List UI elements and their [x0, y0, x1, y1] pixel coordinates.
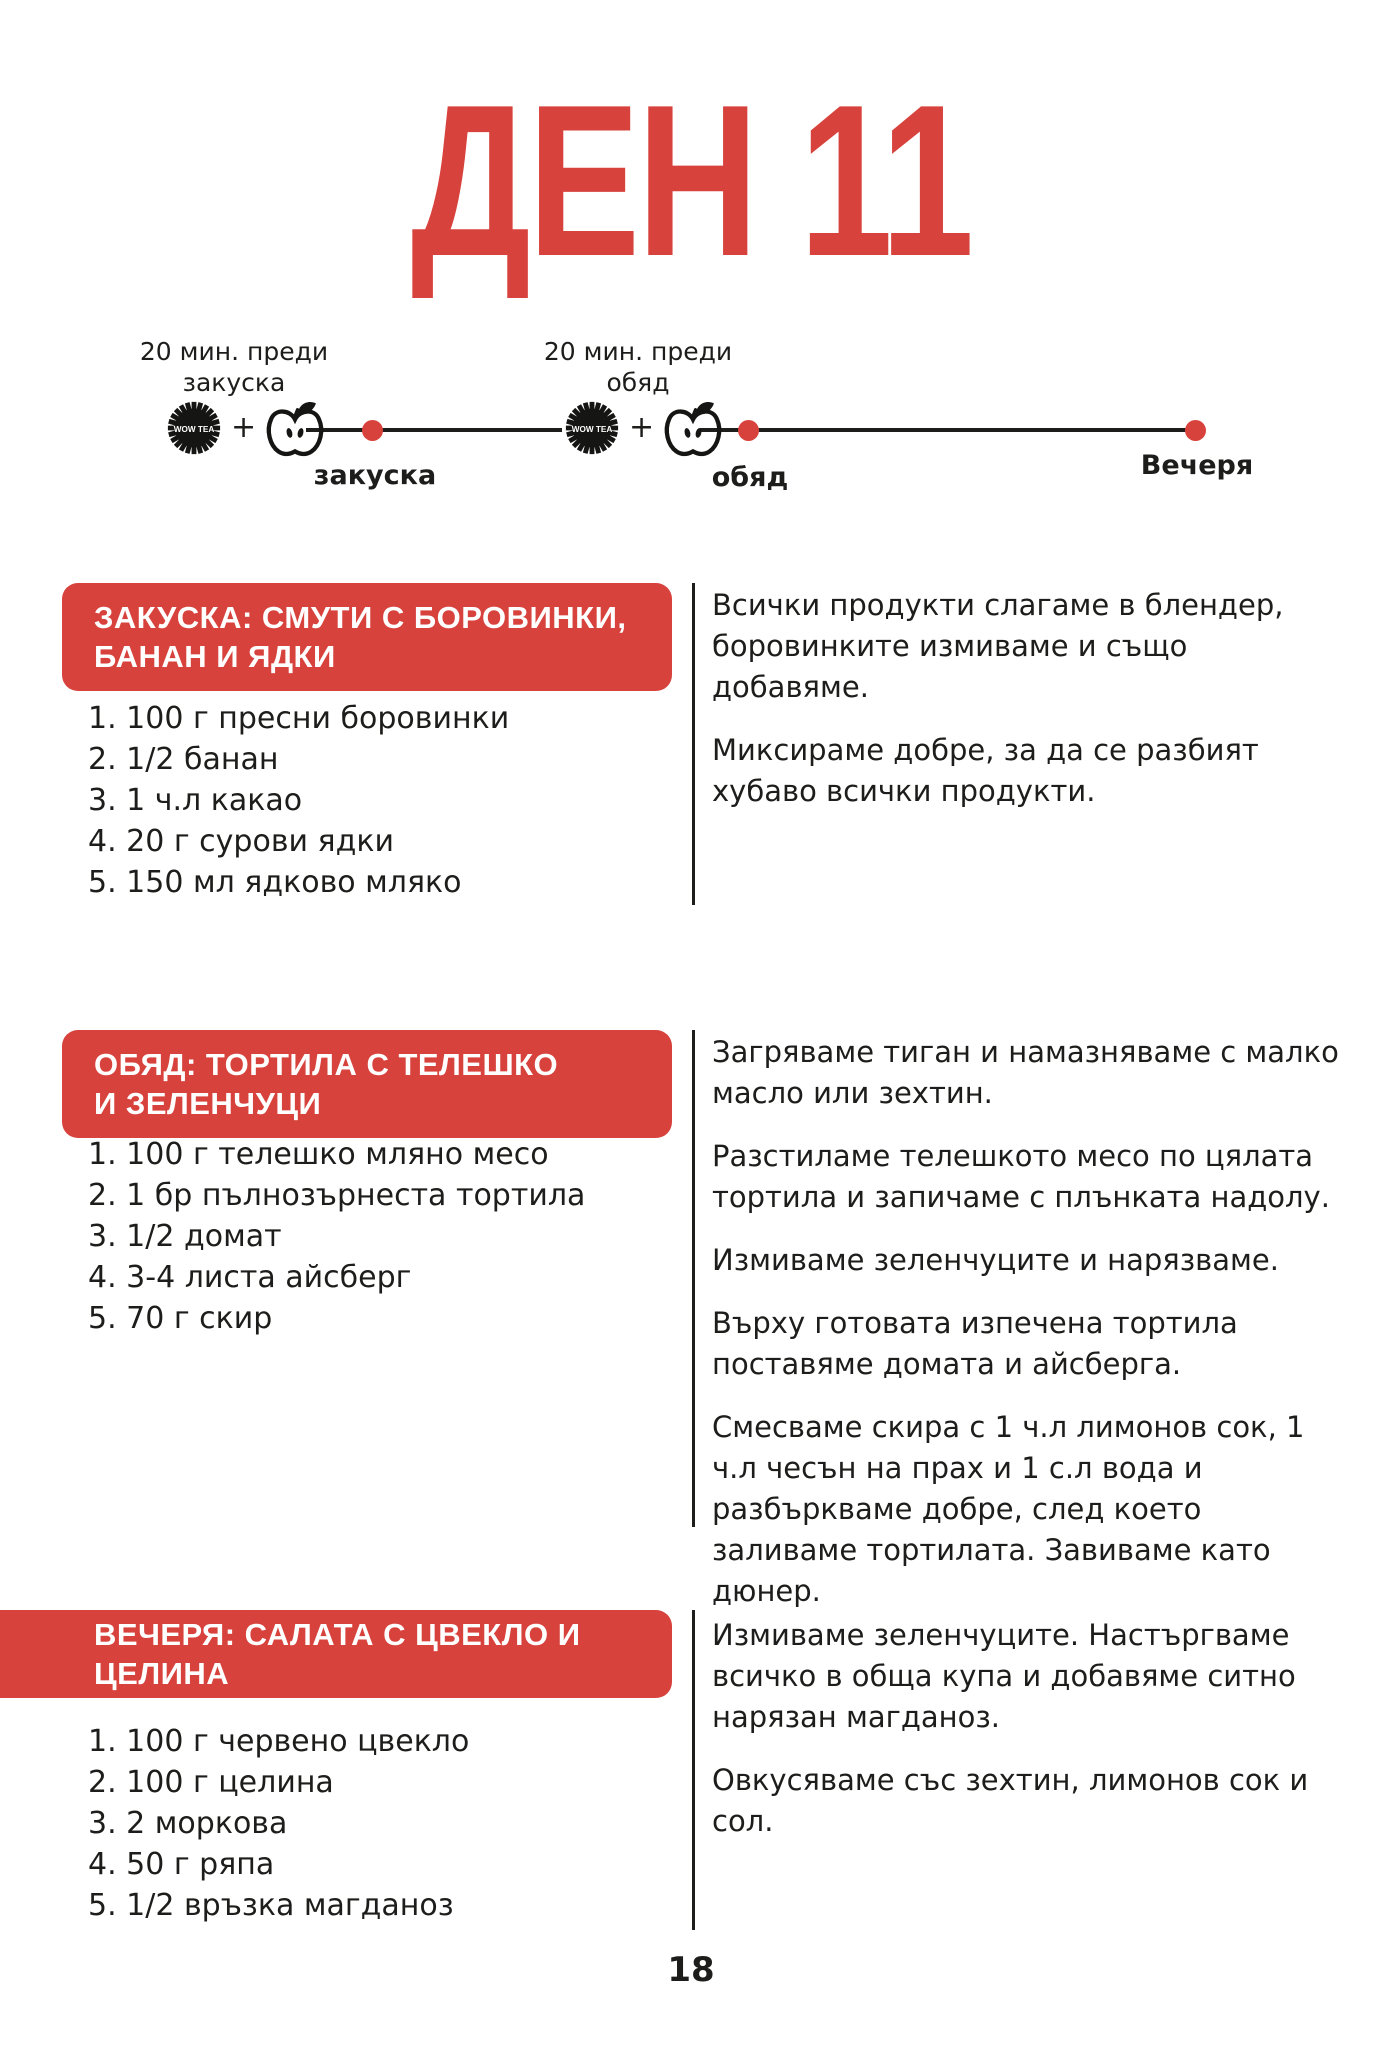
timeline-line-segment: [306, 428, 562, 432]
timeline-dot-dinner: [1185, 420, 1206, 441]
page-title: ДЕН 11: [410, 59, 972, 301]
ingredient-list-dinner: [88, 1721, 628, 1926]
page-number: 18: [667, 1950, 715, 1990]
wow-tea-logo-text: WOW TEA: [571, 424, 613, 434]
list-item: 3-4 листа айсберг: [126, 1260, 412, 1295]
wow-tea-logo-icon: [165, 399, 223, 457]
timeline-note-before-lunch: [488, 336, 788, 398]
instruction-paragraph: Смесваме скира с 1 ч.л лимонов сок, 1 ч.л чесън на прах и 1 с.л вода и разбъркваме добре, след което заливаме тортилата. Завиваме като дюнер.: [712, 1410, 1305, 1608]
section-header-line: И ЗЕЛЕНЧУЦИ: [94, 1086, 322, 1121]
list-item: 50 г ряпа: [126, 1847, 275, 1882]
list-item: 1/2 домат: [126, 1219, 282, 1254]
timeline-label-lunch: обяд: [711, 462, 789, 493]
wow-tea-logo-text: WOW TEA: [173, 424, 215, 434]
vertical-divider: [692, 1610, 695, 1930]
list-item: 20 г сурови ядки: [126, 824, 394, 859]
apple-icon: [662, 396, 724, 460]
ingredient-list-breakfast: [88, 698, 628, 903]
instructions-lunch: [712, 1032, 1352, 1634]
timeline-label-dinner: Вечеря: [1140, 450, 1254, 481]
section-header-line: ВЕЧЕРЯ: САЛАТА С ЦВЕКЛО И ЦЕЛИНА: [94, 1617, 581, 1691]
list-item: 100 г телешко мляно месо: [126, 1137, 549, 1172]
tea-plus-apple-group: [563, 396, 724, 460]
vertical-divider: [692, 583, 695, 905]
instructions-breakfast: [712, 585, 1352, 834]
section-header-line: БАНАН И ЯДКИ: [94, 639, 336, 674]
instruction-paragraph: Върху готовата изпечена тортила поставяме домата и айсберга.: [712, 1306, 1238, 1381]
instructions-dinner: [712, 1615, 1352, 1864]
vertical-divider: [692, 1030, 695, 1527]
plus-sign: +: [231, 410, 257, 445]
tea-plus-apple-group: [165, 396, 326, 460]
wow-tea-logo-icon: [563, 399, 621, 457]
list-item: 70 г скир: [126, 1301, 273, 1336]
section-header-line: ЗАКУСКА: СМУТИ С БОРОВИНКИ,: [94, 600, 627, 635]
timeline-note-before-breakfast: [84, 336, 384, 398]
list-item: 1 бр пълнозърнеста тортила: [126, 1178, 586, 1213]
section-header-line: ОБЯД: ТОРТИЛА С ТЕЛЕШКО: [94, 1047, 559, 1082]
list-item: 1 ч.л какао: [126, 783, 303, 818]
timeline-note-line: обяд: [606, 368, 670, 397]
instruction-paragraph: Миксираме добре, за да се разбият хубаво всички продукти.: [712, 733, 1259, 808]
list-item: 1/2 връзка магданоз: [126, 1888, 454, 1923]
list-item: 100 г червено цвекло: [126, 1724, 470, 1759]
list-item: 100 г целина: [126, 1765, 334, 1800]
instruction-paragraph: Измиваме зеленчуците и нарязваме.: [712, 1243, 1279, 1277]
plus-sign: +: [629, 410, 655, 445]
ingredient-list-lunch: [88, 1134, 628, 1339]
timeline-note-line: закуска: [182, 368, 286, 397]
timeline-label-breakfast: закуска: [313, 460, 437, 491]
instruction-paragraph: Разстиламе телешкото месо по цялата тортила и запичаме с плънката надолу.: [712, 1139, 1330, 1214]
timeline-note-line: 20 мин. преди: [139, 337, 329, 366]
list-item: 1/2 банан: [126, 742, 279, 777]
section-header-dinner: [0, 1610, 672, 1698]
instruction-paragraph: Загряваме тиган и намазняваме с малко масло или зехтин.: [712, 1035, 1339, 1110]
timeline-note-line: 20 мин. преди: [543, 337, 733, 366]
section-header-breakfast: [62, 583, 672, 691]
list-item: 100 г пресни боровинки: [126, 701, 510, 736]
timeline-line-segment: [700, 428, 1196, 432]
timeline-dot-breakfast: [362, 420, 383, 441]
list-item: 2 моркова: [126, 1806, 288, 1841]
instruction-paragraph: Овкусяваме със зехтин, лимонов сок и сол.: [712, 1763, 1309, 1838]
timeline-dot-lunch: [738, 420, 759, 441]
apple-icon: [264, 396, 326, 460]
section-header-lunch: [62, 1030, 672, 1138]
instruction-paragraph: Всички продукти слагаме в блендер, боровинките измиваме и също добавяме.: [712, 588, 1284, 704]
instruction-paragraph: Измиваме зеленчуците. Настъргваме всичко в обща купа и добавяме ситно нарязан магданоз.: [712, 1618, 1296, 1734]
list-item: 150 мл ядково мляко: [126, 865, 462, 900]
